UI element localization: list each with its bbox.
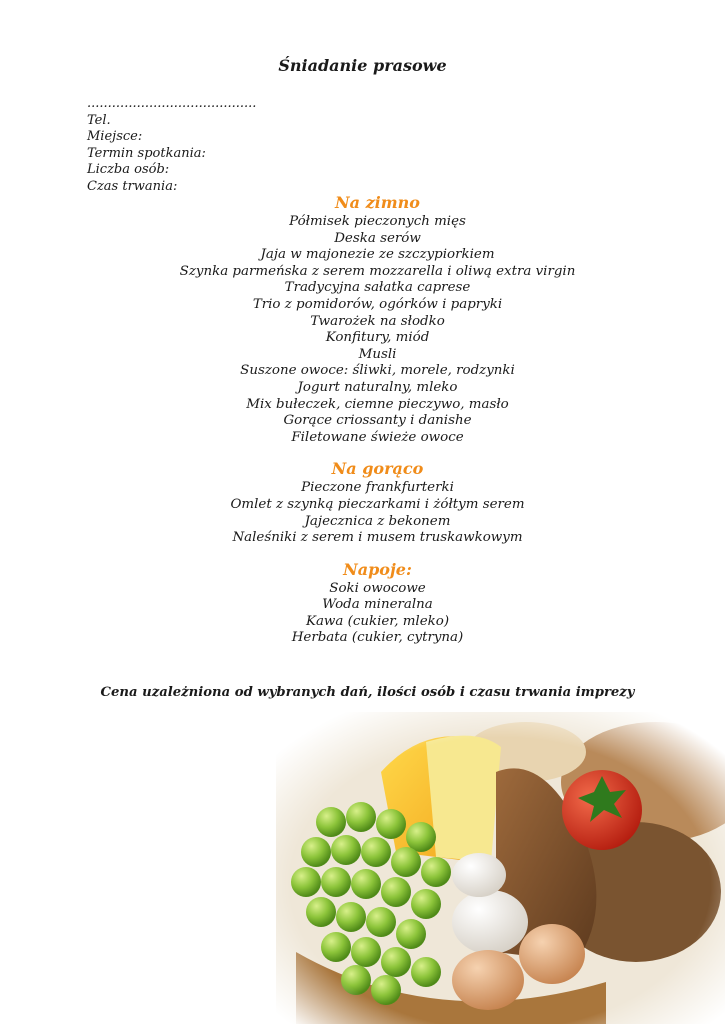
breakfast-food-photo — [276, 712, 725, 1024]
price-note: Cena uzależniona od wybranych dań, ilości osób i czasu trwania imprezy — [100, 685, 635, 700]
signature-line: ......................................... — [87, 96, 257, 111]
menu-item: Suszone owoce: śliwki, morele, rodzynki — [240, 363, 515, 379]
field-phone: Tel. — [87, 112, 111, 128]
menu-item: Jaja w majonezie ze szczypiorkiem — [260, 247, 495, 263]
section-hot — [0, 458, 725, 546]
field-date: Termin spotkania: — [87, 145, 206, 161]
section-drinks — [0, 559, 725, 647]
menu — [0, 192, 725, 659]
menu-item: Jajecznica z bekonem — [304, 513, 451, 529]
menu-item: Herbata (cukier, cytryna) — [291, 630, 464, 646]
section-title: Na zimno — [335, 193, 420, 212]
menu-item: Półmisek pieczonych mięs — [289, 214, 466, 229]
menu-item: Jogurt naturalny, mleko — [297, 379, 458, 395]
menu-item: Deska serów — [334, 230, 421, 246]
section-cold — [0, 192, 725, 446]
contact-fields — [87, 96, 256, 196]
menu-item: Woda mineralna — [322, 597, 433, 613]
document-title: Śniadanie prasowe — [278, 56, 447, 75]
section-title: Na gorąco — [331, 459, 424, 479]
field-duration: Czas trwania: — [87, 178, 178, 194]
menu-item: Soki owocowe — [329, 580, 426, 596]
menu-item: Twarożek na słodko — [310, 313, 445, 329]
menu-item: Filetowane świeże owoce — [291, 429, 464, 445]
field-guests: Liczba osób: — [87, 162, 170, 178]
menu-item: Kawa (cukier, mleko) — [305, 613, 450, 629]
section-title: Napoje: — [343, 559, 412, 579]
menu-item: Gorące criossanty i danishe — [283, 413, 472, 429]
menu-item: Pieczone frankfurterki — [301, 480, 454, 496]
menu-item: Mix bułeczek, ciemne pieczywo, masło — [246, 396, 509, 412]
menu-item: Szynka parmeńska z serem mozzarella i oliwą extra virgin — [179, 263, 576, 279]
menu-item: Trio z pomidorów, ogórków i papryki — [252, 296, 503, 312]
menu-item: Omlet z szynką pieczarkami i żółtym serem — [230, 496, 525, 512]
menu-item: Konfitury, miód — [325, 330, 430, 346]
field-place: Miejsce: — [87, 129, 143, 145]
menu-item: Naleśniki z serem i musem truskawkowym — [232, 530, 523, 546]
menu-item: Tradycyjna sałatka caprese — [284, 280, 471, 296]
menu-item: Musli — [358, 346, 397, 362]
